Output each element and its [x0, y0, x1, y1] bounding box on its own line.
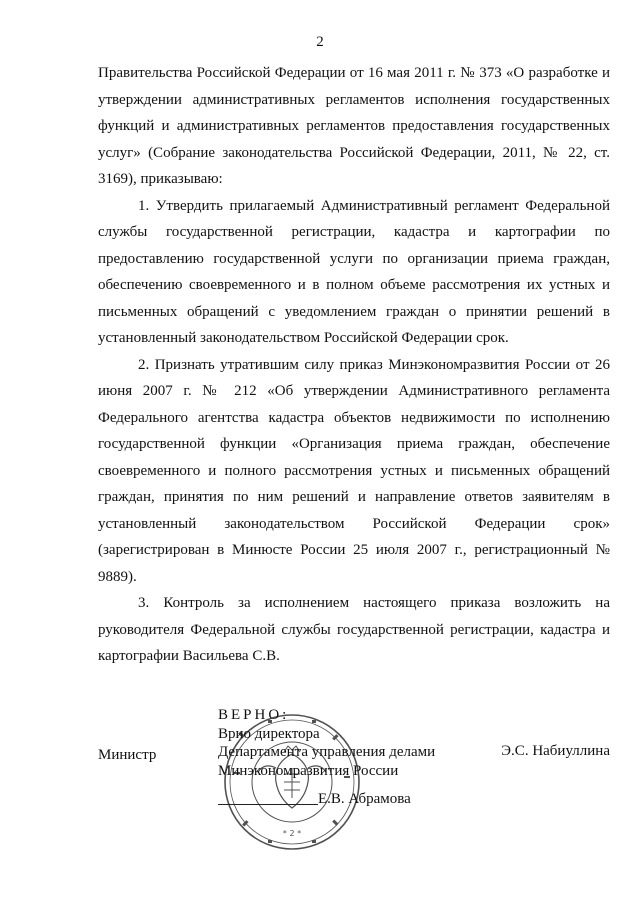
certifier-signature-row — [218, 790, 435, 808]
certifier-ministry: Минэкономразвития России — [218, 762, 399, 779]
paragraph-item-2: 2. Признать утратившим силу приказ Минэкономразвития России от 26 июня 2007 г. № 212 «Об утверждении Административного регламента Федерального агентства кадастра объектов недвижимости по исполнению государственной функции «Организация приема граждан, обеспечение своевременного и полного рассмотрения устных и письменных обращений граждан, принятия по ним решений и направление ответов заявителям в установленный законодательством Российской Федерации срок» (зарегистрирован в Минюсте России 25 июля 2007 г., регистрационный № 9889). — [98, 356, 610, 585]
certifier-department: Департамента управления делами — [218, 744, 436, 760]
certified-mark: ВЕРНО: — [218, 707, 290, 723]
paragraph-item-1: 1. Утвердить прилагаемый Административный регламент Федеральной службы государственной регистрации, кадастра и картографии по предоставлению государственной услуги по организации приема граждан, обеспечению своевременного и в полном объеме рассмотрения их устных и письменных обращений с уведомлением граждан о принятии решений в установленный законодательством Российской Федерации срок. — [98, 197, 610, 346]
page-number: 2 — [316, 34, 324, 50]
signatory-name: Э.С. Набиуллина — [501, 743, 610, 759]
paragraph-item-3: 3. Контроль за исполнением настоящего приказа возложить на руководителя Федеральной службы государственной регистрации, кадастра и картографии Васильева С.В. — [98, 595, 610, 664]
certification-block — [218, 706, 435, 808]
certifier-position: Врио директора — [218, 725, 320, 742]
signature-line — [218, 804, 318, 805]
paragraph-preamble: Правительства Российской Федерации от 16 мая 2011 г. № 373 «О разработке и утверждении административных регламентов исполнения государственных функций и административных регламентов предоставления государственных услуг» (Собрание законодательства Российской Федерации, 2011, № 22, ст. 3169), приказываю: — [98, 65, 610, 187]
certifier-name: Е.В. Абрамова — [318, 791, 411, 807]
order-text — [98, 60, 610, 670]
svg-text:* 2 *: * 2 * — [282, 829, 302, 838]
signatory-title: Министр — [98, 747, 157, 763]
